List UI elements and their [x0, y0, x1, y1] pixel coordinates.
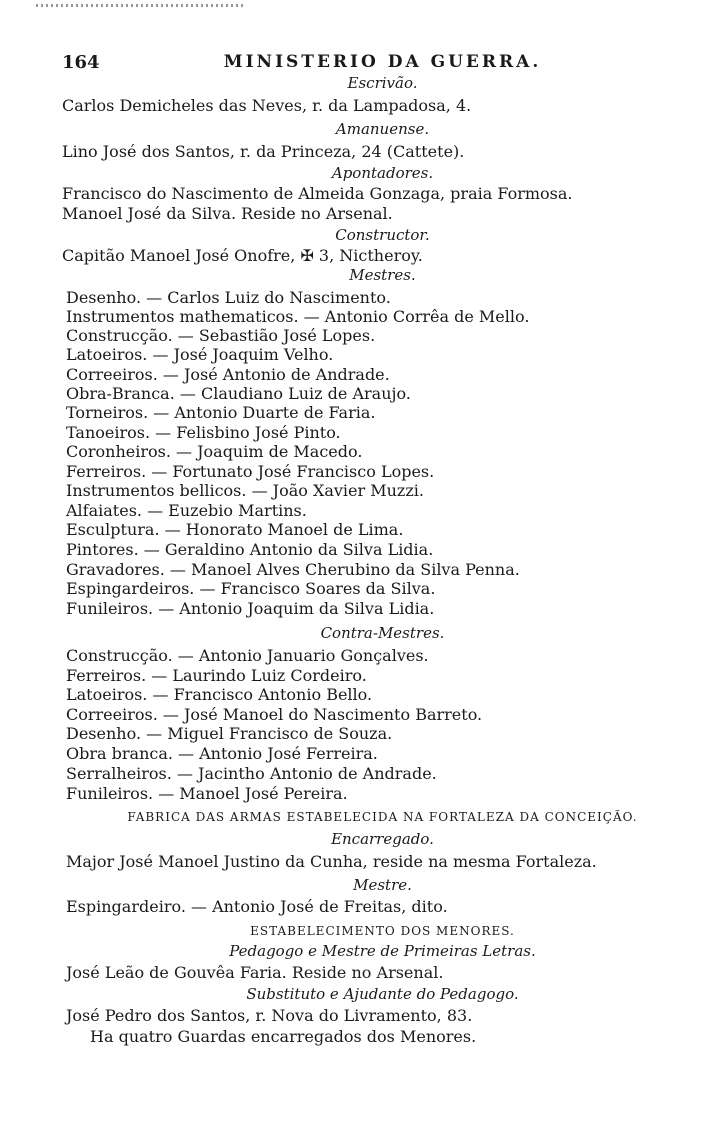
heading-contra-mestres: Contra-Mestres.	[320, 624, 445, 642]
page-number: 164	[62, 52, 100, 73]
mestre-row: Obra-Branca. — Claudiano Luiz de Araujo.	[66, 384, 411, 403]
mestre-row: Esculptura. — Honorato Manoel de Lima.	[66, 520, 404, 539]
mestre-row: Instrumentos bellicos. — João Xavier Muzzi.	[66, 481, 424, 500]
contra-mestre-row: Correeiros. — José Manoel do Nascimento Barreto.	[66, 705, 483, 724]
mestre-row: Gravadores. — Manoel Alves Cherubino da Silva Penna.	[66, 560, 520, 579]
heading-constructor: Constructor.	[335, 226, 430, 244]
heading-amanuense: Amanuense.	[335, 120, 430, 138]
mestre-row: Alfaiates. — Euzebio Martins.	[66, 501, 307, 520]
section-title-menores: ESTABELECIMENTO DOS MENORES.	[250, 924, 515, 938]
mestre-row: Ferreiros. — Fortunato José Francisco Lopes.	[66, 462, 435, 481]
mestre-row: Funileiros. — Antonio Joaquim da Silva Lidia.	[66, 599, 435, 618]
mestre-row: Instrumentos mathematicos. — Antonio Corrêa de Mello.	[66, 307, 530, 326]
contra-mestre-row: Desenho. — Miguel Francisco de Souza.	[66, 724, 393, 743]
entry-apontador-1: Francisco do Nascimento de Almeida Gonzaga, praia Formosa.	[62, 184, 573, 203]
mestre-row: Pintores. — Geraldino Antonio da Silva Lidia.	[66, 540, 434, 559]
heading-escrivao: Escrivão.	[347, 74, 418, 92]
mestre-row: Desenho. — Carlos Luiz do Nascimento.	[66, 288, 391, 307]
heading-mestre-fabrica: Mestre.	[353, 876, 412, 894]
mestre-row: Torneiros. — Antonio Duarte de Faria.	[66, 403, 376, 422]
heading-encarregado: Encarregado.	[331, 830, 434, 848]
heading-substituto: Substituto e Ajudante do Pedagogo.	[246, 985, 519, 1003]
mestre-row: Espingardeiros. — Francisco Soares da Silva.	[66, 579, 436, 598]
entry-mestre-fabrica: Espingardeiro. — Antonio José de Freitas, dito.	[66, 897, 448, 916]
contra-mestre-row: Funileiros. — Manoel José Pereira.	[66, 784, 348, 803]
contra-mestre-row: Ferreiros. — Laurindo Luiz Cordeiro.	[66, 666, 367, 685]
mestre-row: Latoeiros. — José Joaquim Velho.	[66, 345, 334, 364]
mestre-row: Construcção. — Sebastião José Lopes.	[66, 326, 376, 345]
scan-noise	[36, 4, 246, 7]
mestre-row: Tanoeiros. — Felisbino José Pinto.	[66, 423, 341, 442]
entry-escrivao: Carlos Demicheles das Neves, r. da Lampadosa, 4.	[62, 96, 472, 115]
entry-guardas: Ha quatro Guardas encarregados dos Menores.	[90, 1027, 477, 1046]
contra-mestre-row: Serralheiros. — Jacintho Antonio de Andrade.	[66, 764, 437, 783]
running-title: MINISTERIO DA GUERRA.	[223, 52, 542, 72]
section-title-fabrica: FABRICA DAS ARMAS ESTABELECIDA NA FORTALEZA DA CONCEIÇÃO.	[127, 810, 638, 824]
mestre-row: Correeiros. — José Antonio de Andrade.	[66, 365, 390, 384]
contra-mestre-row: Latoeiros. — Francisco Antonio Bello.	[66, 685, 373, 704]
contra-mestre-row: Construcção. — Antonio Januario Gonçalves.	[66, 646, 429, 665]
entry-encarregado: Major José Manoel Justino da Cunha, reside na mesma Fortaleza.	[66, 852, 597, 871]
entry-amanuense: Lino José dos Santos, r. da Princeza, 24 (Cattete).	[62, 142, 465, 161]
heading-apontadores: Apontadores.	[331, 164, 434, 182]
entry-constructor: Capitão Manoel José Onofre, ✠ 3, Nictheroy.	[62, 246, 423, 265]
heading-mestres: Mestres.	[349, 266, 416, 284]
contra-mestre-row: Obra branca. — Antonio José Ferreira.	[66, 744, 378, 763]
heading-pedagogo: Pedagogo e Mestre de Primeiras Letras.	[229, 942, 536, 960]
entry-apontador-2: Manoel José da Silva. Reside no Arsenal.	[62, 204, 393, 223]
entry-substituto: José Pedro dos Santos, r. Nova do Livramento, 83.	[66, 1006, 473, 1025]
entry-pedagogo: José Leão de Gouvêa Faria. Reside no Arsenal.	[66, 963, 444, 982]
mestre-row: Coronheiros. — Joaquim de Macedo.	[66, 442, 363, 461]
